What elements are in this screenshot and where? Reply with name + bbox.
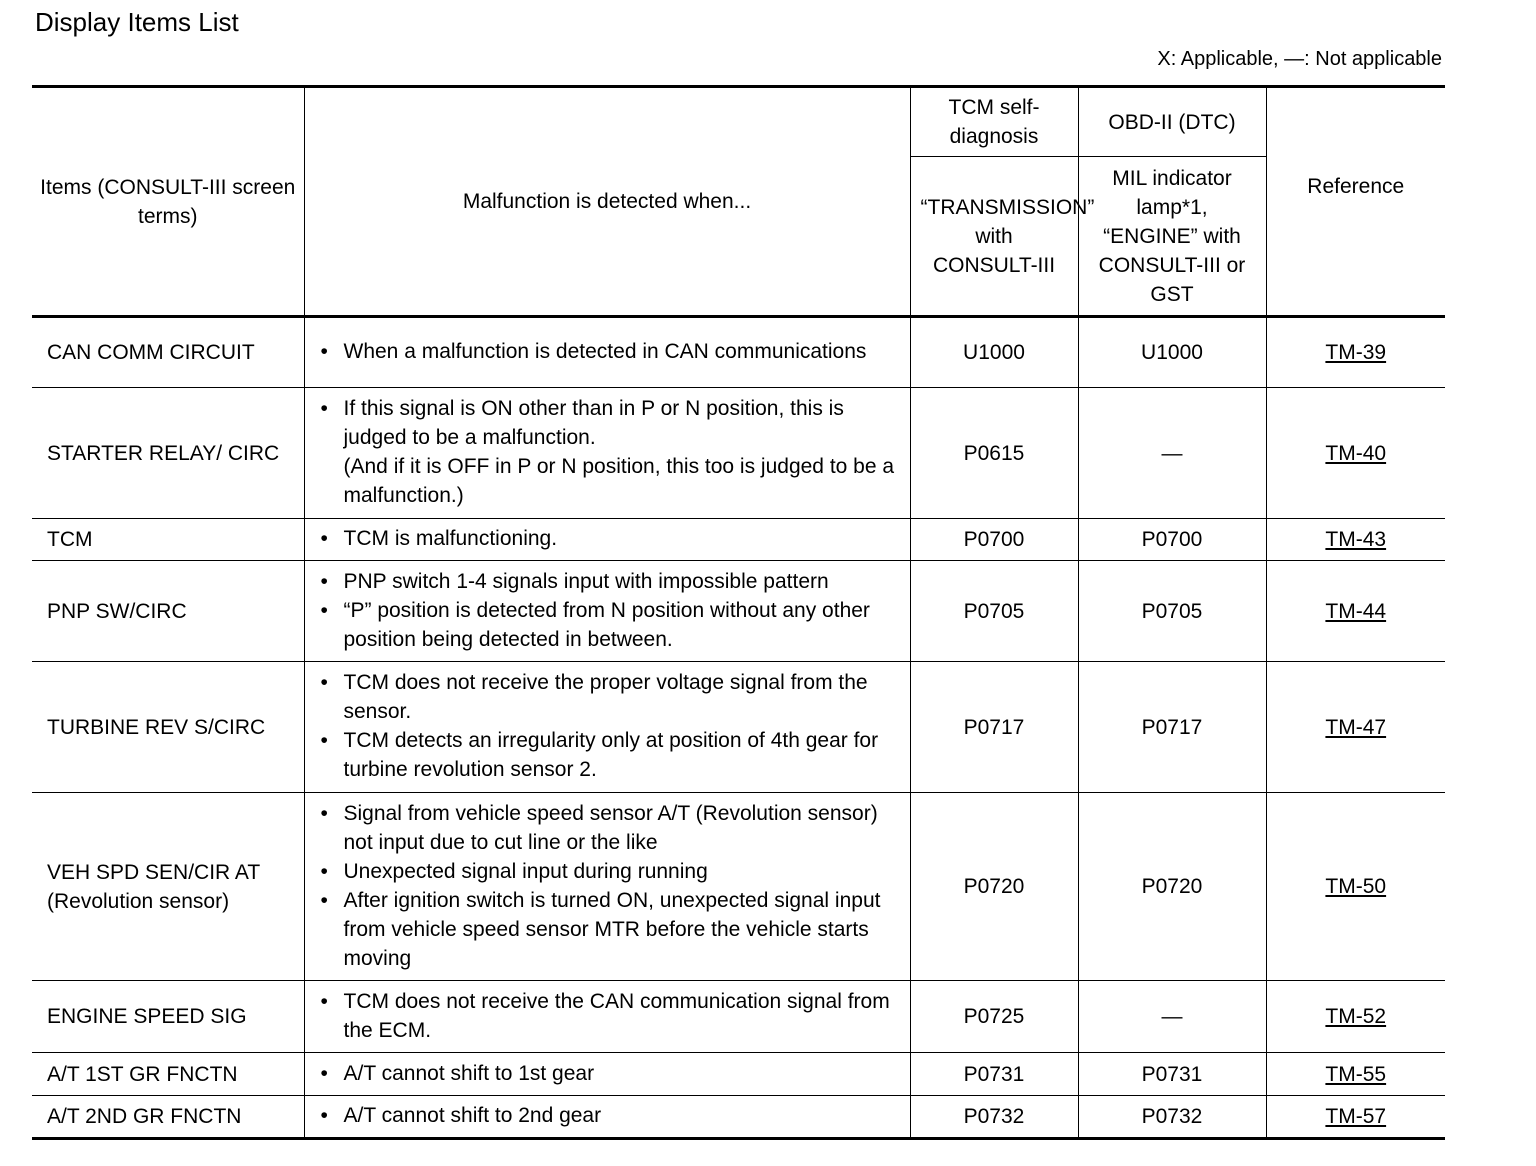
table-row	[32, 662, 1445, 793]
bullet-item	[319, 668, 902, 726]
bullet-text: TCM detects an irregularity only at position of 4th gear for turbine revolution sensor 2.	[343, 729, 879, 781]
display-items-table	[32, 85, 1445, 1140]
tcm-code: P0725	[910, 981, 1078, 1053]
bullet-text: Signal from vehicle speed sensor A/T (Revolution sensor) not input due to cut line or the like	[343, 801, 878, 854]
item-name: ENGINE SPEED SIG	[32, 981, 304, 1053]
reference-link[interactable]: TM-47	[1325, 715, 1387, 739]
bullet-text: Unexpected signal input during running	[343, 859, 708, 883]
reference-cell	[1266, 662, 1445, 793]
item-name: PNP SW/CIRC	[32, 561, 304, 662]
header-items: Items (CONSULT-III screen terms)	[32, 87, 304, 317]
obd-code: —	[1078, 981, 1266, 1053]
obd-code: P0731	[1078, 1053, 1266, 1096]
bullet-item	[319, 886, 902, 973]
reference-link[interactable]: TM-44	[1325, 599, 1387, 623]
bullet-item	[319, 1059, 902, 1088]
tcm-code: P0717	[910, 662, 1078, 793]
item-name: TURBINE REV S/CIRC	[32, 662, 304, 793]
bullet-continuation: (And if it is OFF in P or N position, this too is judged to be a malfunction.)	[343, 455, 895, 507]
reference-link[interactable]: TM-57	[1325, 1105, 1387, 1128]
obd-code: P0717	[1078, 662, 1266, 793]
bullet-text: PNP switch 1-4 signals input with impossible pattern	[343, 569, 829, 593]
item-name: STARTER RELAY/ CIRC	[32, 388, 304, 519]
table-row	[32, 793, 1445, 981]
tcm-code: P0615	[910, 388, 1078, 519]
bullet-item	[319, 726, 902, 784]
malfunction-description	[304, 519, 910, 561]
obd-code: P0705	[1078, 561, 1266, 662]
header-tcm-sub: “TRANSMISSION” with CONSULT-III	[910, 157, 1078, 317]
table-row	[32, 1053, 1445, 1096]
reference-link[interactable]: TM-52	[1325, 1005, 1387, 1028]
reference-link[interactable]: TM-55	[1325, 1062, 1387, 1086]
malfunction-description	[304, 793, 910, 981]
bullet-text: A/T cannot shift to 1st gear	[343, 1061, 595, 1085]
table-row	[32, 981, 1445, 1053]
reference-link[interactable]: TM-50	[1325, 875, 1387, 898]
header-reference: Reference	[1266, 87, 1445, 317]
bullet-item	[319, 1101, 902, 1130]
bullet-list	[319, 567, 902, 654]
bullet-list	[319, 1059, 902, 1088]
header-obd-sub: MIL indicator lamp*1, “ENGINE” with CONSULT-III or GST	[1078, 157, 1266, 317]
item-name: A/T 1ST GR FNCTN	[32, 1053, 304, 1096]
bullet-text: TCM is malfunctioning.	[343, 527, 558, 550]
bullet-text: A/T cannot shift to 2nd gear	[343, 1104, 602, 1127]
tcm-code: P0732	[910, 1096, 1078, 1139]
bullet-list	[319, 337, 902, 366]
obd-code: P0720	[1078, 793, 1266, 981]
reference-cell	[1266, 793, 1445, 981]
reference-link[interactable]: TM-39	[1325, 341, 1387, 364]
header-obd: OBD-II (DTC)	[1078, 87, 1266, 157]
bullet-item	[319, 857, 902, 886]
table-row	[32, 519, 1445, 561]
item-name: VEH SPD SEN/CIR AT (Revolution sensor)	[32, 793, 304, 981]
bullet-text: When a malfunction is detected in CAN communications	[343, 340, 867, 363]
item-name: A/T 2ND GR FNCTN	[32, 1096, 304, 1139]
item-name: CAN COMM CIRCUIT	[32, 317, 304, 388]
tcm-code: P0720	[910, 793, 1078, 981]
table-row	[32, 1096, 1445, 1139]
bullet-item	[319, 337, 902, 366]
tcm-code: P0705	[910, 561, 1078, 662]
bullet-item	[319, 987, 902, 1045]
malfunction-description	[304, 1096, 910, 1139]
bullet-item	[319, 394, 902, 510]
reference-cell	[1266, 519, 1445, 561]
reference-cell	[1266, 561, 1445, 662]
reference-cell	[1266, 1096, 1445, 1139]
malfunction-description	[304, 1053, 910, 1096]
bullet-item	[319, 567, 902, 596]
malfunction-description	[304, 981, 910, 1053]
malfunction-description	[304, 317, 910, 388]
obd-code: P0700	[1078, 519, 1266, 561]
obd-code: —	[1078, 388, 1266, 519]
reference-cell	[1266, 388, 1445, 519]
table-row	[32, 317, 1445, 388]
malfunction-description	[304, 388, 910, 519]
reference-link[interactable]: TM-43	[1325, 528, 1387, 551]
page-title: Display Items List	[35, 7, 239, 37]
bullet-text: TCM does not receive the proper voltage signal from the sensor.	[343, 671, 868, 723]
bullet-text: If this signal is ON other than in P or N position, this is judged to be a malfunction.	[343, 397, 844, 449]
bullet-text: TCM does not receive the CAN communication signal from the ECM.	[343, 989, 890, 1042]
header-tcm: TCM self-diagnosis	[910, 87, 1078, 157]
malfunction-description	[304, 561, 910, 662]
tcm-code: P0731	[910, 1053, 1078, 1096]
reference-link[interactable]: TM-40	[1325, 441, 1387, 465]
bullet-item	[319, 524, 902, 553]
tcm-code: P0700	[910, 519, 1078, 561]
reference-cell	[1266, 317, 1445, 388]
bullet-text: “P” position is detected from N position without any other position being detected in between.	[343, 598, 870, 651]
reference-cell	[1266, 981, 1445, 1053]
bullet-text: After ignition switch is turned ON, unexpected signal input from vehicle speed sensor MTR before the vehicle starts moving	[343, 888, 881, 970]
tcm-code: U1000	[910, 317, 1078, 388]
table-row	[32, 388, 1445, 519]
malfunction-description	[304, 662, 910, 793]
reference-cell	[1266, 1053, 1445, 1096]
obd-code: U1000	[1078, 317, 1266, 388]
legend-note: X: Applicable, —: Not applicable	[1157, 48, 1442, 70]
bullet-list	[319, 394, 902, 510]
bullet-list	[319, 668, 902, 784]
header-malfunction: Malfunction is detected when...	[304, 87, 910, 317]
bullet-list	[319, 524, 902, 553]
bullet-item	[319, 799, 902, 857]
table-row	[32, 561, 1445, 662]
item-name: TCM	[32, 519, 304, 561]
bullet-list	[319, 1101, 902, 1130]
bullet-item	[319, 596, 902, 654]
obd-code: P0732	[1078, 1096, 1266, 1139]
bullet-list	[319, 799, 902, 973]
bullet-list	[319, 987, 902, 1045]
table-body	[32, 317, 1445, 1139]
table-header	[32, 87, 1445, 317]
